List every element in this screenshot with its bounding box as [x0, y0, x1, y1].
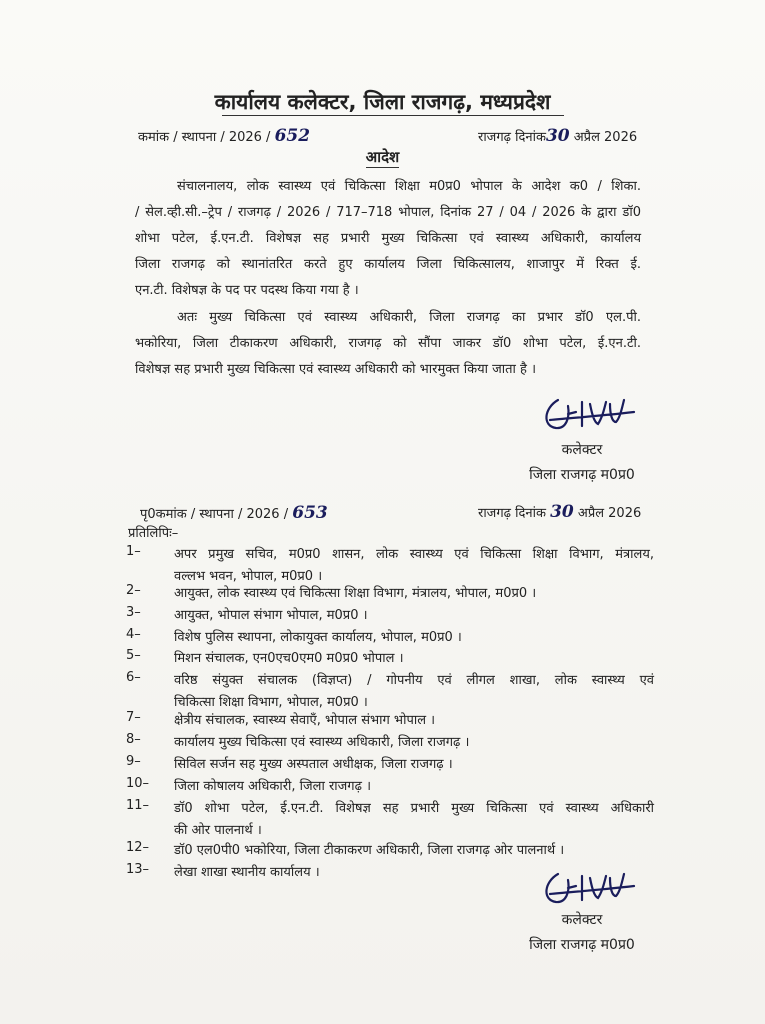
order-ref — [138, 126, 310, 146]
endorsement-ref — [140, 503, 328, 523]
list-item-number: 10– — [126, 776, 150, 791]
order-paragraph-1 — [135, 174, 641, 304]
para2-line: अतः मुख्य चिकित्सा एवं स्वास्थ्य अधिकारी, जिला राजगढ़ का प्रभार डॉ0 एल.पी. — [177, 310, 641, 325]
signature-2-district: जिला राजगढ़ म0प्र0 — [529, 937, 635, 953]
copy-to-label: प्रतिलिपिः– — [128, 526, 179, 541]
para1-line: संचालनालय, लोक स्वास्थ्य एवं चिकित्सा शिक्षा म0प्र0 भोपाल के आदेश क0 / शिका. — [177, 179, 641, 194]
order-date-month-year: अप्रैल 2026 — [573, 130, 638, 145]
list-item-number: 6– — [126, 670, 141, 685]
order-date-day: 30 — [545, 126, 570, 146]
order-paragraph-2 — [135, 305, 641, 383]
order-heading: आदेश — [365, 148, 400, 166]
signature-1-designation: कलेक्टर — [561, 442, 603, 458]
list-item-text: आयुक्त, भोपाल संभाग भोपाल, म0प्र0 । — [174, 608, 368, 623]
list-item-number: 3– — [126, 605, 141, 620]
signature-block-1 — [512, 440, 652, 484]
endorsement-date-month-year: अप्रैल 2026 — [577, 506, 642, 521]
office-title: कार्यालय कलेक्टर, जिला राजगढ़, मध्यप्रदेश — [214, 90, 551, 114]
collector-signature-2 — [540, 866, 640, 912]
list-item-number: 5– — [126, 648, 141, 663]
endorsement-number: 653 — [292, 503, 328, 523]
list-item-number: 2– — [126, 583, 141, 598]
order-date-prefix: राजगढ़ दिनांक — [478, 130, 546, 145]
signature-1-district: जिला राजगढ़ म0प्र0 — [529, 467, 635, 483]
list-item-text: जिला कोषालय अधिकारी, जिला राजगढ़ । — [174, 779, 371, 794]
endorsement-date-day: 30 — [550, 502, 574, 522]
list-item-number: 11– — [126, 798, 150, 813]
endorsement-date — [478, 502, 641, 522]
list-item-text: अपर प्रमुख सचिव, म0प्र0 शासन, लोक स्वास्थ्य एवं चिकित्सा शिक्षा विभाग, मंत्रालय, वल्लभ भवन, भोपाल, म0प्र0 । — [174, 547, 654, 584]
collector-signature-1 — [540, 392, 640, 438]
list-item-number: 9– — [126, 754, 141, 769]
list-item-text: मिशन संचालक, एन0एच0एम0 म0प्र0 भोपाल । — [174, 651, 404, 666]
signature-block-2 — [512, 910, 652, 954]
list-item-text: विशेष पुलिस स्थापना, लोकायुक्त कार्यालय, भोपाल, म0प्र0 । — [174, 630, 462, 645]
list-item-text: डॉ0 एल0पी0 भकोरिया, जिला टीकाकरण अधिकारी, जिला राजगढ़ ओर पालनार्थ । — [174, 843, 565, 858]
list-item-number: 1– — [126, 544, 141, 559]
endorsement-date-prefix: राजगढ़ दिनांक — [478, 506, 546, 521]
para1-line: / सेल.व्ही.सी.–ट्रेप / राजगढ़ / 2026 / 717–718 भोपाल, दिनांक 27 / 04 / 2026 के द्वारा डॉ0 — [135, 205, 641, 220]
list-item-number: 8– — [126, 732, 141, 747]
list-item-text: लेखा शाखा स्थानीय कार्यालय । — [174, 865, 320, 880]
list-item-text: आयुक्त, लोक स्वास्थ्य एवं चिकित्सा शिक्षा विभाग, मंत्रालय, भोपाल, म0प्र0 । — [174, 586, 537, 601]
order-date — [478, 126, 637, 146]
para1-line: जिला राजगढ़ को स्थानांतरित करते हुए कार्यालय जिला चिकित्सालय, शाजापुर में रिक्त ई. — [135, 257, 641, 272]
list-item-text: डॉ0 शोभा पटेल, ई.एन.टी. विशेषज्ञ सह प्रभारी मुख्य चिकित्सा एवं स्वास्थ्य अधिकारी की ओर पालनार्थ । — [174, 801, 654, 838]
order-number: 652 — [274, 126, 311, 146]
title-underline — [222, 115, 564, 116]
list-item-text: सिविल सर्जन सह मुख्य अस्पताल अधीक्षक, जिला राजगढ़ । — [174, 757, 453, 772]
list-item-text: वरिष्ठ संयुक्त संचालक (विज्ञप्त) / गोपनीय एवं लीगल शाखा, लोक स्वास्थ्य एवं चिकित्सा शिक्षा विभाग, भोपाल, म0प्र0 । — [174, 673, 654, 710]
para2-line: भकोरिया, जिला टीकाकरण अधिकारी, राजगढ़ को सौंपा जाकर डॉ0 शोभा पटेल, ई.एन.टी. — [135, 336, 641, 351]
list-item-text: क्षेत्रीय संचालक, स्वास्थ्य सेवाएँ, भोपाल संभाग भोपाल । — [174, 713, 436, 728]
list-item-number: 4– — [126, 627, 141, 642]
list-item-text: कार्यालय मुख्य चिकित्सा एवं स्वास्थ्य अधिकारी, जिला राजगढ़ । — [174, 735, 470, 750]
endorsement-ref-prefix: पृ0कमांक / स्थापना / 2026 / — [140, 507, 289, 522]
order-ref-prefix: कमांक / स्थापना / 2026 / — [138, 130, 271, 145]
signature-2-designation: कलेक्टर — [561, 912, 603, 928]
list-item-number: 12– — [126, 840, 150, 855]
list-item-number: 7– — [126, 710, 141, 725]
list-item-number: 13– — [126, 862, 150, 877]
para1-line: शोभा पटेल, ई.एन.टी. विशेषज्ञ सह प्रभारी मुख्य चिकित्सा एवं स्वास्थ्य अधिकारी, कार्यालय — [135, 231, 641, 246]
para2-line: विशेषज्ञ सह प्रभारी मुख्य चिकित्सा एवं स्वास्थ्य अधिकारी को भारमुक्त किया जाता है । — [135, 362, 537, 377]
para1-line: एन.टी. विशेषज्ञ के पद पर पदस्थ किया गया है । — [135, 283, 359, 298]
